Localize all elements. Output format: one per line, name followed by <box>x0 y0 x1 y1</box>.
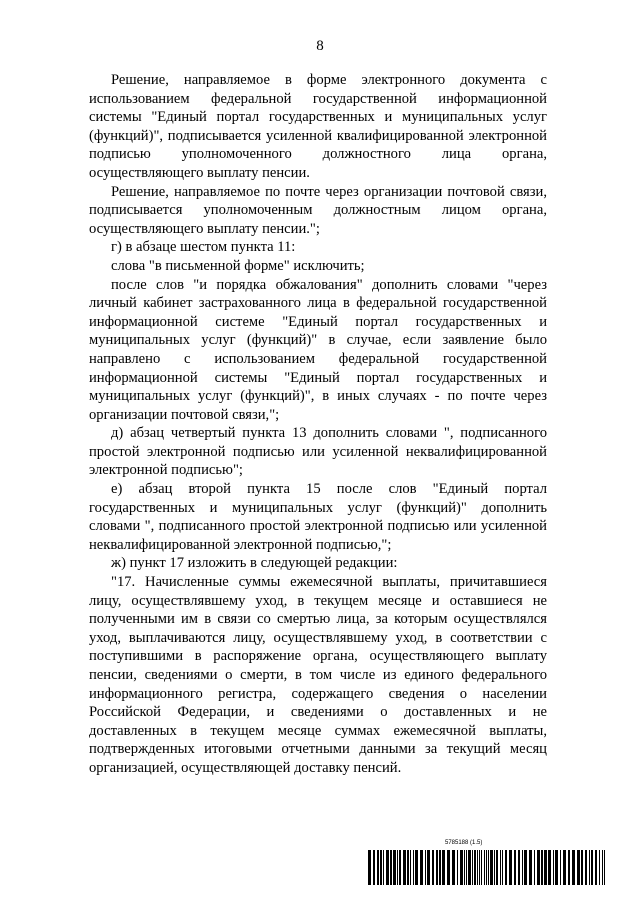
barcode-bar <box>553 850 554 885</box>
barcode-bar <box>589 850 590 885</box>
barcode-bar <box>452 850 455 885</box>
barcode-bar <box>534 850 535 885</box>
paragraph: "17. Начисленные суммы ежемесячной выплаты, причитавшиеся лицу, осуществлявшему уход, в текущем месяце и оставшиеся не полученными им в связи со смертью лица, за которым осуществлялся уход, выплачиваются лицу, осуществлявшему уход, в соответствии с поступившими в распоряжение органа, осуществляющего выплату пенсии, сведениями о смерти, в том числе из единого федерального информационного регистра, содержащего сведения о населении Российской Федерации, и сведениями о доставленных и не доставленных в текущем месяце суммах ежемесячной выплаты, подтвержденных итоговыми отчетными данными за текущий месяц организацией, осуществляющей доставку пенсий. <box>89 574 547 776</box>
barcode-bar <box>585 850 587 885</box>
paragraph: е) абзац второй пункта 15 после слов "Единый портал государственных и муниципальных услуг (функций)" дополнить словами ", подписанного простой электронной подписью или усиленной неквалифицированной электронной подписью,"; <box>89 481 547 553</box>
barcode-bar <box>397 850 398 885</box>
barcode-bar <box>474 850 476 885</box>
barcode-bar <box>548 850 551 885</box>
paragraph: после слов "и порядка обжалования" дополнить словами "через личный кабинет застрахованного лица в федеральной государственной информационной системе "Единый портал государственных и муниципальных услуг (функций)" в случае, если заявление было направлено с использованием федеральной государственной информационной системы "Единый портал государственных и муниципальных услуг (функций)", в иных случаях - по почте через организации почтовой связи,"; <box>89 276 547 423</box>
barcode-bar <box>439 850 441 885</box>
paragraph: слова "в письменной форме" исключить; <box>111 257 365 274</box>
barcode-bar <box>486 850 487 885</box>
barcode-bar <box>544 850 547 885</box>
barcode-bar <box>425 850 426 885</box>
barcode-bar <box>380 850 382 885</box>
barcode-bar <box>502 850 503 885</box>
barcode-bar <box>403 850 406 885</box>
barcode-bar <box>393 850 396 885</box>
barcode-bar <box>427 850 430 885</box>
barcode-bar <box>466 850 467 885</box>
barcode-icon <box>368 850 608 885</box>
barcode-code: 5785188 (1.5) <box>445 840 483 846</box>
barcode-bar <box>537 850 540 885</box>
barcode-bar <box>591 850 593 885</box>
barcode-bar <box>505 850 507 885</box>
barcode-bar <box>496 850 498 885</box>
barcode-bar <box>494 850 495 885</box>
barcode-bar <box>514 850 516 885</box>
barcode-bar <box>595 850 597 885</box>
paragraph: Решение, направляемое по почте через организации почтовой связи, подписывается уполномоченным должностным лицом органа, осуществляющего выплату пенсии."; <box>89 183 547 237</box>
barcode-bar <box>490 850 493 885</box>
barcode-bar <box>432 850 434 885</box>
barcode-bar <box>420 850 423 885</box>
barcode-bar <box>518 850 520 885</box>
barcode-bar <box>447 850 450 885</box>
barcode-bar <box>413 850 414 885</box>
barcode-bar <box>368 850 371 885</box>
barcode-bar <box>522 850 523 885</box>
barcode-bar <box>524 850 527 885</box>
barcode-bar <box>415 850 418 885</box>
paragraph: Решение, направляемое в форме электронного документа с использованием федеральной государственной информационной системы "Единый портал государственных и муниципальных услуг (функций)", подписывается усиленной квалифицированной электронной подписью уполномоченного должностного лица органа, осуществляющего выплату пенсии. <box>89 72 547 181</box>
barcode-bar <box>477 850 478 885</box>
barcode-bar <box>386 850 389 885</box>
barcode-bar <box>383 850 384 885</box>
barcode-bar <box>399 850 401 885</box>
barcode-bar <box>568 850 570 885</box>
barcode-bar <box>555 850 558 885</box>
barcode-bar <box>481 850 482 885</box>
barcode-bar <box>577 850 580 885</box>
barcode-bar <box>572 850 575 885</box>
barcode-bar <box>390 850 392 885</box>
barcode-bar <box>407 850 409 885</box>
barcode-bar <box>377 850 379 885</box>
barcode-bar <box>529 850 532 885</box>
barcode-bar <box>500 850 501 885</box>
barcode-bar <box>460 850 463 885</box>
barcode-bar <box>464 850 465 885</box>
barcode-bar <box>442 850 445 885</box>
barcode-bar <box>488 850 489 885</box>
document-body <box>89 71 547 778</box>
barcode-bar <box>560 850 561 885</box>
barcode-bar <box>599 850 600 885</box>
barcode-bar <box>472 850 473 885</box>
document-barcode <box>368 840 608 888</box>
barcode-bar <box>410 850 411 885</box>
barcode-bar <box>373 850 375 885</box>
paragraph: д) абзац четвертый пункта 13 дополнить словами ", подписанного простой электронной подписью или усиленной неквалифицированной электронной подписью"; <box>89 425 547 479</box>
barcode-bar <box>581 850 583 885</box>
paragraph: г) в абзаце шестом пункта 11: <box>111 239 296 256</box>
barcode-bar <box>468 850 471 885</box>
barcode-bar <box>541 850 543 885</box>
page-number: 8 <box>316 38 324 54</box>
paragraph: ж) пункт 17 изложить в следующей редакции: <box>111 555 398 572</box>
barcode-bar <box>563 850 566 885</box>
barcode-bar <box>479 850 480 885</box>
barcode-bar <box>604 850 605 885</box>
barcode-bar <box>602 850 603 885</box>
barcode-bar <box>457 850 458 885</box>
barcode-bar <box>436 850 438 885</box>
barcode-bar <box>509 850 512 885</box>
barcode-bar <box>484 850 485 885</box>
